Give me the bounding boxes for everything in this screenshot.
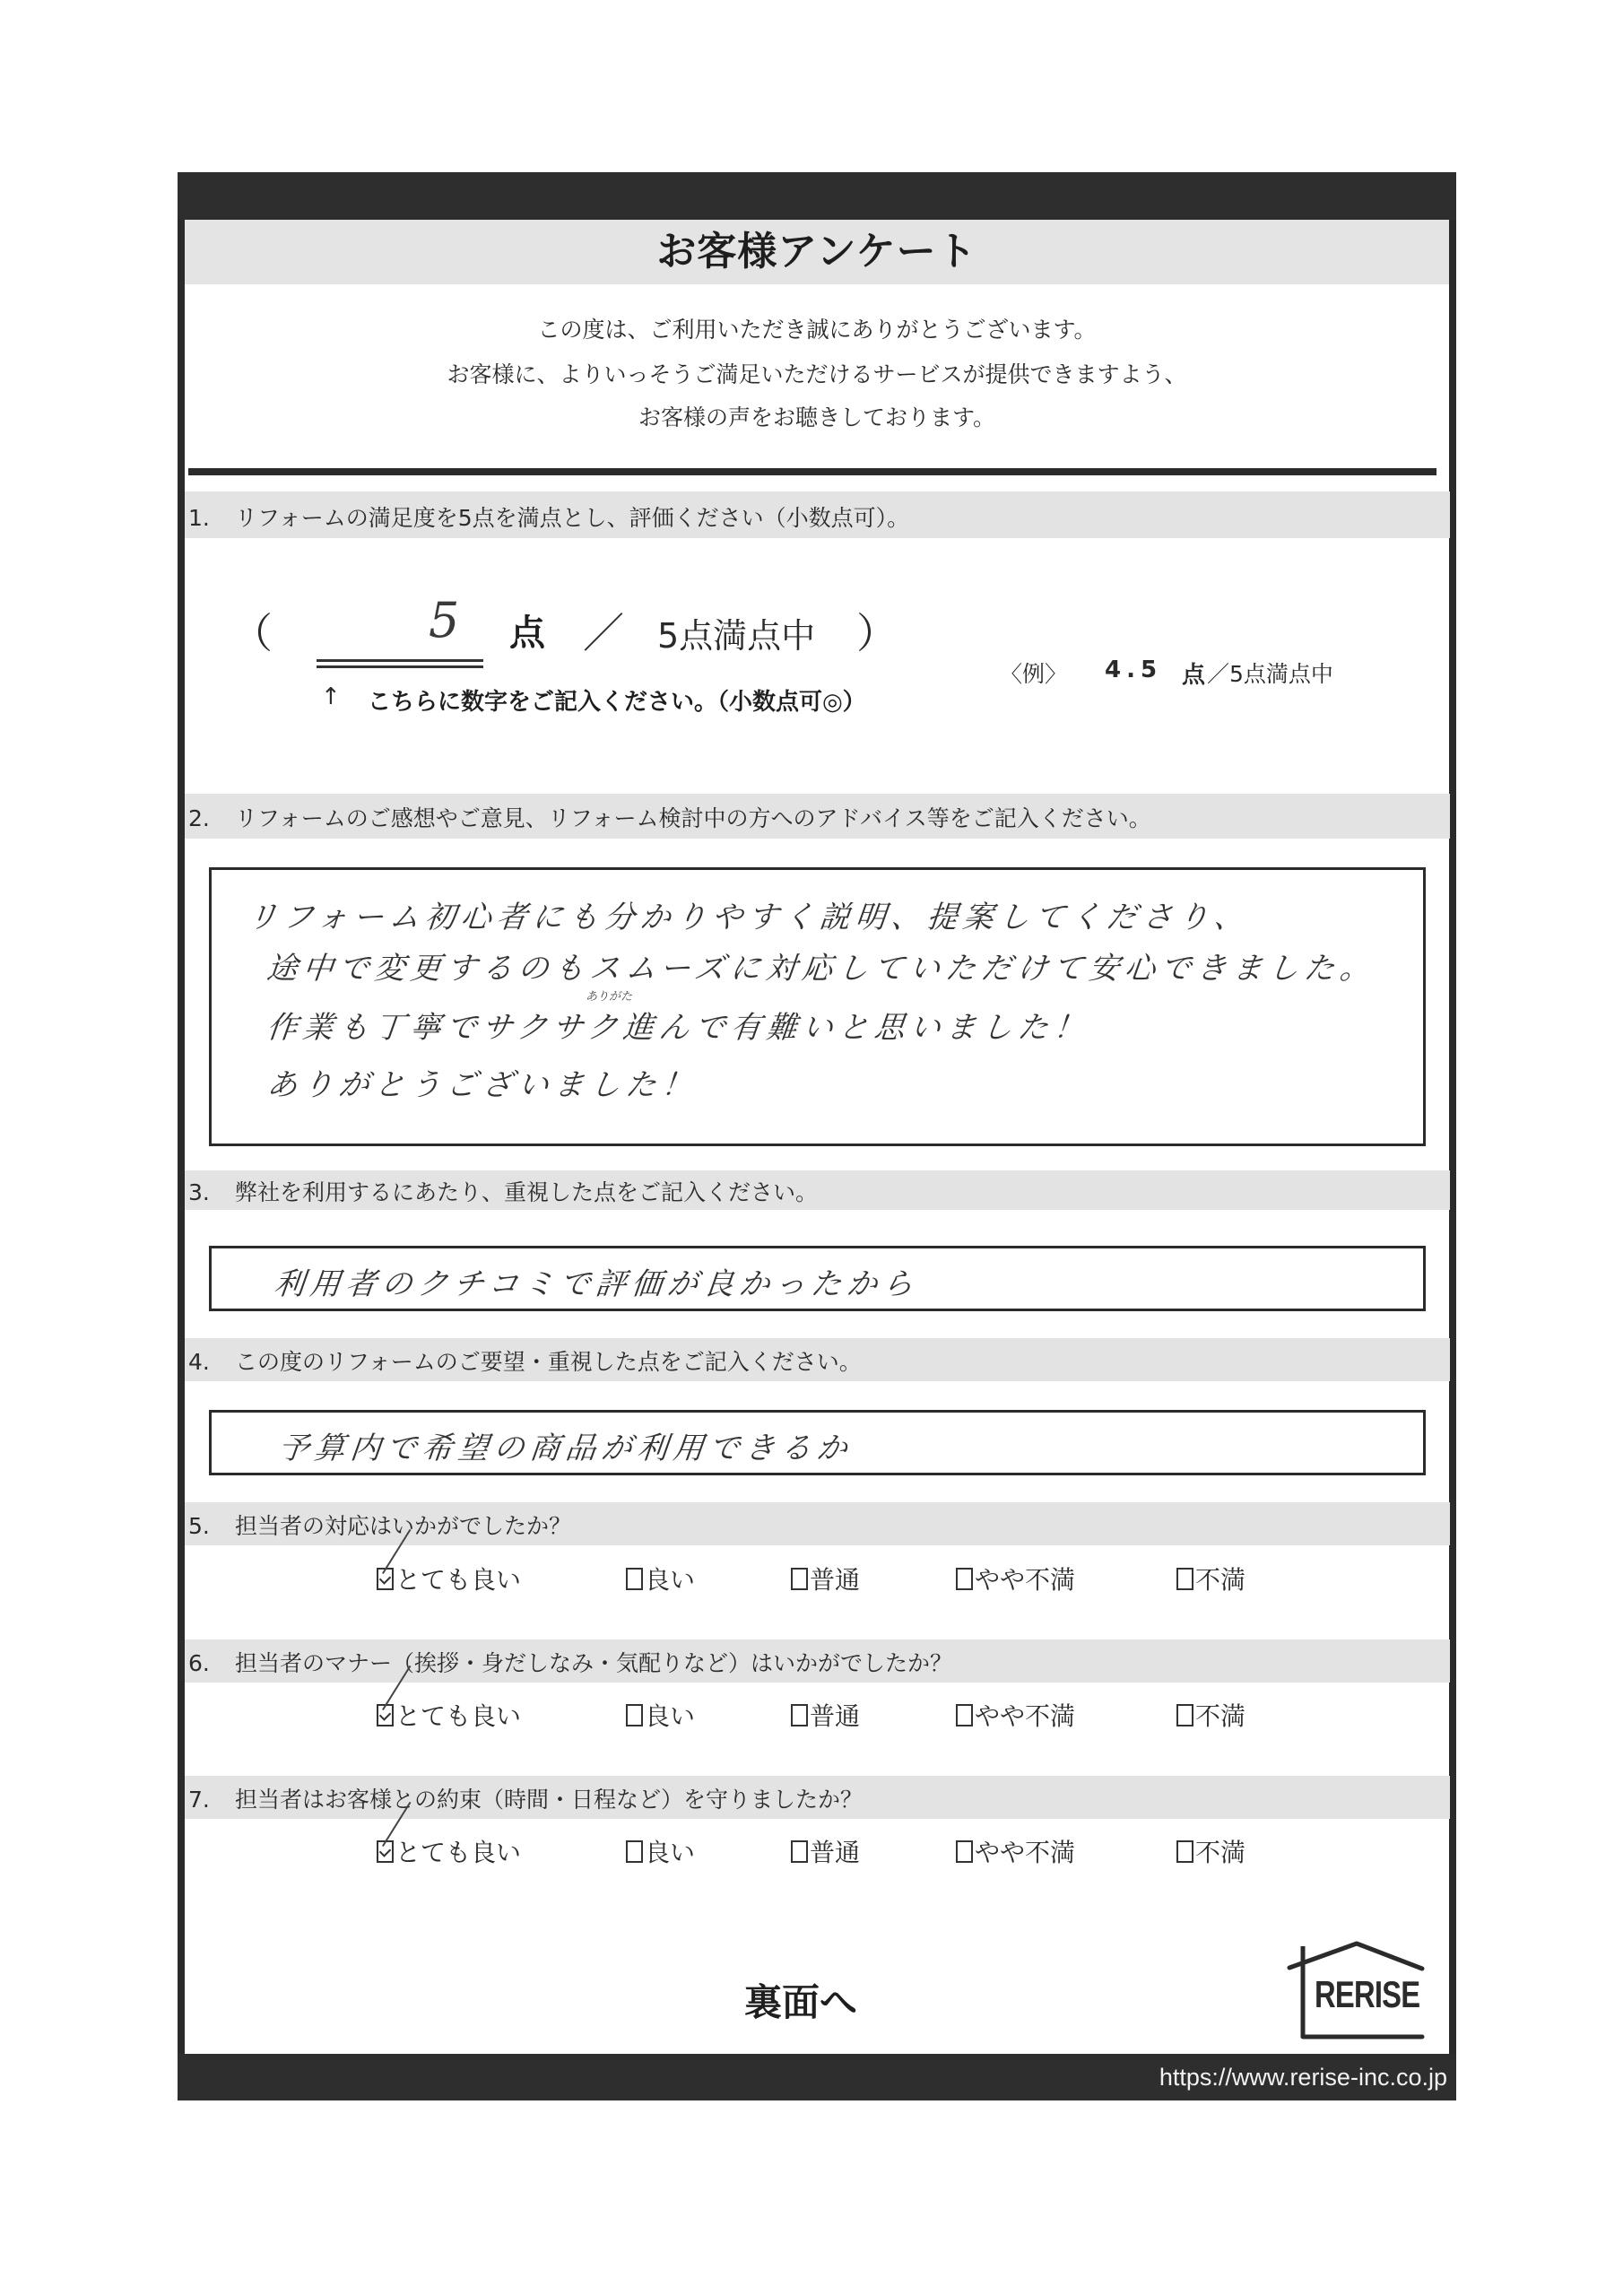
checkbox-icon[interactable] bbox=[791, 1840, 808, 1863]
q6-option-average[interactable]: 普通 bbox=[791, 1697, 860, 1733]
q6-option-very-good[interactable]: とても良い bbox=[377, 1697, 521, 1733]
q6-number: 6. bbox=[188, 1650, 210, 1676]
checkbox-icon[interactable] bbox=[626, 1840, 643, 1863]
q2-answer-box[interactable] bbox=[209, 867, 1426, 1146]
q1-instruction: こちらに数字をご記入ください。（小数点可◎） bbox=[368, 689, 866, 716]
q7-text: 担当者はお客様との約束（時間・日程など）を守りましたか？ bbox=[235, 1787, 864, 1813]
page-title: お客様アンケート bbox=[656, 229, 977, 274]
q5-options bbox=[0, 1561, 1623, 1593]
checkbox-icon[interactable] bbox=[791, 1568, 808, 1590]
next-page-label[interactable]: 裏面へ bbox=[744, 1980, 858, 2024]
q7-option-average[interactable]: 普通 bbox=[791, 1833, 860, 1869]
q1-example-value: 4.5 bbox=[1105, 657, 1163, 683]
q6-label bbox=[185, 1646, 952, 1678]
q6-text: 担当者のマナー（挨拶・身だしなみ・気配りなど）はいかがでしたか？ bbox=[235, 1650, 953, 1676]
q5-option-slightly-dissatisfied[interactable]: やや不満 bbox=[956, 1561, 1075, 1596]
q4-label bbox=[185, 1344, 862, 1377]
q7-option-dissatisfied[interactable]: 不満 bbox=[1176, 1833, 1245, 1869]
q1-example-label: 〈例〉 bbox=[1000, 661, 1068, 687]
q3-label bbox=[185, 1175, 818, 1207]
q3-answer-box[interactable] bbox=[209, 1246, 1426, 1311]
checkbox-icon[interactable] bbox=[1176, 1840, 1193, 1863]
q4-number: 4. bbox=[188, 1349, 210, 1375]
checkbox-icon[interactable] bbox=[626, 1568, 643, 1590]
q1-score-underline bbox=[317, 659, 483, 668]
q1-example-unit: 点 bbox=[1182, 662, 1206, 689]
q1-example-suffix: ／5点満点中 bbox=[1207, 661, 1333, 687]
arrow-up-icon: ↑ bbox=[321, 683, 341, 710]
q5-option-dissatisfied[interactable]: 不満 bbox=[1176, 1561, 1245, 1596]
q1-close-paren: ） bbox=[856, 609, 898, 657]
q7-options bbox=[0, 1833, 1623, 1866]
q6-options bbox=[0, 1697, 1623, 1729]
q4-answer: 予算内で希望の商品が利用できるか bbox=[276, 1431, 855, 1466]
q1-text: リフォームの満足度を5点を満点とし、評価ください（小数点可）。 bbox=[235, 505, 910, 531]
q1-slash: ／ bbox=[583, 609, 624, 657]
intro-line-3: お客様の声をお聴きしております。 bbox=[638, 404, 995, 430]
q2-number: 2. bbox=[188, 805, 210, 831]
q1-score-unit: 点 bbox=[509, 613, 545, 654]
q2-answer-line-2: 途中で変更するのもスムーズに対応していただけて安心できました。 bbox=[265, 951, 1378, 987]
q2-answer-line-1: リフォーム初心者にも分かりやすく説明、提案してくださり、 bbox=[245, 900, 1253, 935]
checkbox-icon[interactable] bbox=[956, 1704, 973, 1726]
q5-option-good[interactable]: 良い bbox=[626, 1561, 695, 1596]
q5-option-very-good[interactable]: とても良い bbox=[377, 1561, 521, 1596]
checkbox-icon[interactable] bbox=[956, 1568, 973, 1590]
q2-answer-line-3: 作業も丁寧でサクサク進んで有難いと思いました！ bbox=[265, 1010, 1092, 1046]
q3-answer: 利用者のクチコミで評価が良かったから bbox=[272, 1266, 921, 1302]
checkbox-icon[interactable] bbox=[1176, 1568, 1193, 1590]
q2-ruby: ありがた bbox=[586, 990, 633, 1004]
intro-line-2: お客様に、よりいっそうご満足いただけるサービスが提供できますよう、 bbox=[447, 361, 1187, 387]
q1-number: 1. bbox=[188, 505, 210, 531]
q7-option-very-good[interactable]: とても良い bbox=[377, 1833, 521, 1869]
q7-option-good[interactable]: 良い bbox=[626, 1833, 695, 1869]
q1-open-paren: （ bbox=[231, 609, 273, 657]
checkbox-icon[interactable] bbox=[791, 1704, 808, 1726]
q6-option-slightly-dissatisfied[interactable]: やや不満 bbox=[956, 1697, 1075, 1733]
header-bar bbox=[178, 172, 1456, 220]
q3-text: 弊社を利用するにあたり、重視した点をご記入ください。 bbox=[235, 1179, 819, 1205]
q7-label bbox=[185, 1782, 863, 1814]
rerise-logo-text: RERISE bbox=[1315, 1973, 1420, 2015]
q1-score-input[interactable]: 5 bbox=[429, 592, 460, 648]
header-divider bbox=[188, 468, 1436, 475]
checkbox-icon[interactable] bbox=[956, 1840, 973, 1863]
q1-max-label: 5点満点中 bbox=[657, 616, 816, 656]
intro-line-1: この度は、ご利用いただき誠にありがとうございます。 bbox=[537, 317, 1097, 343]
q5-text: 担当者の対応はいかがでしたか？ bbox=[235, 1513, 572, 1539]
q5-option-average[interactable]: 普通 bbox=[791, 1561, 860, 1596]
q5-number: 5. bbox=[188, 1513, 210, 1539]
q6-option-dissatisfied[interactable]: 不満 bbox=[1176, 1697, 1245, 1733]
website-url[interactable]: https://www.rerise-inc.co.jp bbox=[1159, 2064, 1447, 2091]
q3-number: 3. bbox=[188, 1179, 210, 1205]
q1-label bbox=[185, 500, 909, 533]
q5-label bbox=[185, 1509, 571, 1541]
q7-option-slightly-dissatisfied[interactable]: やや不満 bbox=[956, 1833, 1075, 1869]
q4-answer-box[interactable] bbox=[209, 1410, 1426, 1475]
q2-text: リフォームのご感想やご意見、リフォーム検討中の方へのアドバイス等をご記入ください。 bbox=[235, 805, 1151, 831]
q6-option-good[interactable]: 良い bbox=[626, 1697, 695, 1733]
checkbox-icon[interactable] bbox=[1176, 1704, 1193, 1726]
q2-label bbox=[185, 801, 1151, 833]
q4-text: この度のリフォームのご要望・重視した点をご記入ください。 bbox=[235, 1349, 862, 1375]
q7-number: 7. bbox=[188, 1787, 210, 1813]
checkbox-icon[interactable] bbox=[626, 1704, 643, 1726]
q2-answer-line-4: ありがとうございました！ bbox=[265, 1067, 699, 1103]
